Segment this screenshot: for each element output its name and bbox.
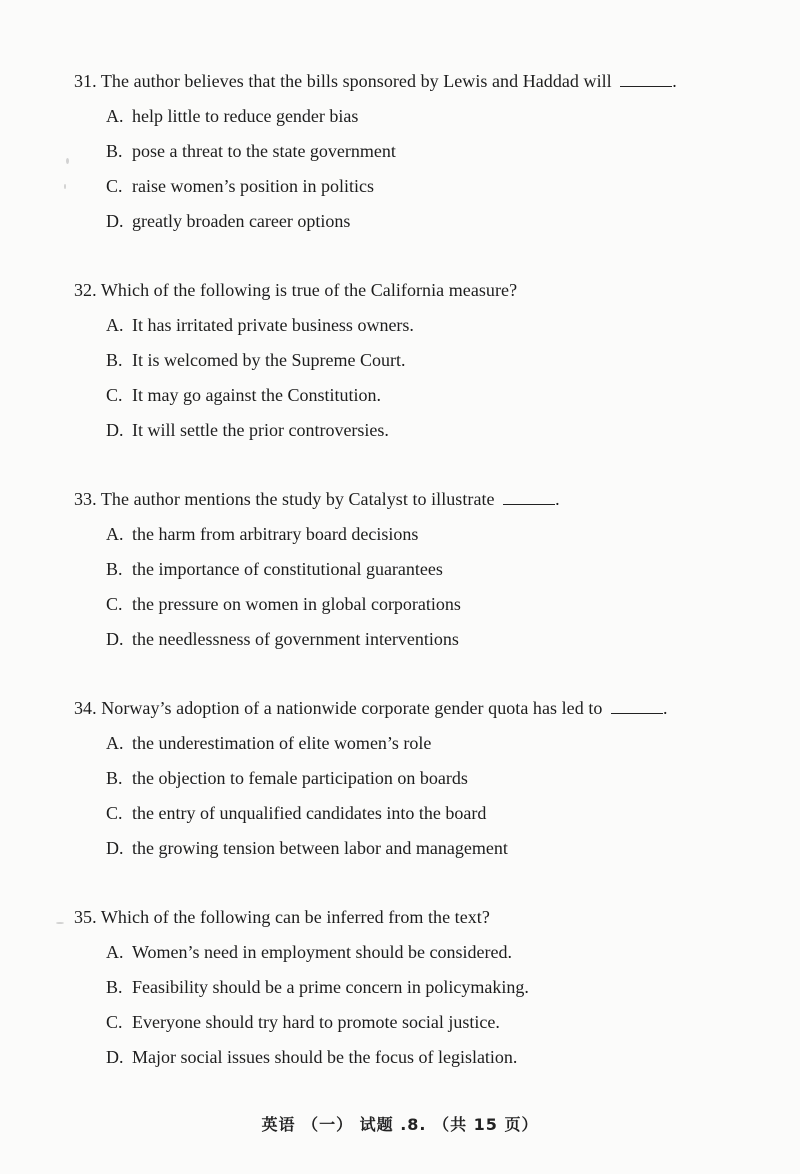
option-letter: B.: [106, 350, 123, 370]
option-b[interactable]: [106, 976, 754, 998]
option-c[interactable]: [106, 175, 754, 197]
option-text: raise women’s position in politics: [132, 176, 374, 196]
option-letter: C.: [106, 176, 123, 196]
option-text: the entry of unqualified candidates into the board: [132, 803, 487, 823]
option-c[interactable]: [106, 593, 754, 615]
stem-end: .: [662, 698, 668, 718]
page-footer: 英语 （一） 试题 .8. （共 15 页）: [261, 1115, 539, 1134]
option-letter: D.: [106, 211, 124, 231]
question-text: The author believes that the bills sponsored by Lewis and Haddad will: [100, 71, 612, 91]
option-text: It may go against the Constitution.: [132, 385, 381, 405]
question-number: 32.: [74, 280, 97, 300]
option-b[interactable]: [106, 767, 754, 789]
question-31: [74, 70, 754, 232]
option-text: the objection to female participation on boards: [132, 768, 468, 788]
question-text: Norway’s adoption of a nationwide corporate gender quota has led to: [101, 698, 603, 718]
option-c[interactable]: [106, 1011, 754, 1033]
option-letter: A.: [106, 524, 124, 544]
option-text: It has irritated private business owners.: [132, 315, 414, 335]
option-text: the pressure on women in global corporations: [132, 594, 461, 614]
answer-blank: [503, 490, 555, 505]
question-35: [74, 906, 754, 1068]
option-c[interactable]: [106, 802, 754, 824]
option-b[interactable]: [106, 558, 754, 580]
option-text: the importance of constitutional guarantees: [132, 559, 443, 579]
option-a[interactable]: [106, 314, 754, 336]
option-text: Major social issues should be the focus of legislation.: [132, 1047, 518, 1067]
option-a[interactable]: [106, 732, 754, 754]
option-letter: D.: [106, 1047, 124, 1067]
option-text: pose a threat to the state government: [132, 141, 396, 161]
option-letter: D.: [106, 838, 124, 858]
answer-blank: [611, 699, 663, 714]
option-text: greatly broaden career options: [132, 211, 351, 231]
question-stem: [74, 70, 754, 92]
option-letter: A.: [106, 733, 124, 753]
question-34: [74, 697, 754, 859]
question-33: [74, 488, 754, 650]
question-stem: [74, 279, 754, 301]
question-text: Which of the following is true of the California measure?: [100, 280, 518, 300]
question-stem: [74, 697, 754, 719]
option-b[interactable]: [106, 140, 754, 162]
question-number: 31.: [74, 71, 97, 91]
option-d[interactable]: [106, 628, 754, 650]
option-text: the underestimation of elite women’s role: [132, 733, 432, 753]
option-text: Women’s need in employment should be considered.: [132, 942, 512, 962]
option-letter: C.: [106, 385, 123, 405]
option-text: Feasibility should be a prime concern in policymaking.: [132, 977, 529, 997]
option-text: the harm from arbitrary board decisions: [132, 524, 419, 544]
question-stem: [74, 906, 754, 928]
answer-blank: [620, 72, 672, 87]
option-a[interactable]: [106, 523, 754, 545]
scan-speck: [66, 158, 69, 164]
option-letter: D.: [106, 420, 124, 440]
option-letter: B.: [106, 559, 123, 579]
scan-speck: [64, 184, 66, 189]
option-text: the needlessness of government interventions: [132, 629, 459, 649]
question-stem: [74, 488, 754, 510]
stem-end: .: [672, 71, 677, 91]
option-text: the growing tension between labor and management: [132, 838, 508, 858]
question-text: The author mentions the study by Catalyst to illustrate: [100, 489, 495, 509]
option-text: It is welcomed by the Supreme Court.: [132, 350, 406, 370]
option-letter: C.: [106, 1012, 123, 1032]
question-32: [74, 279, 754, 441]
option-d[interactable]: [106, 419, 754, 441]
option-letter: C.: [106, 803, 123, 823]
question-number: 33.: [74, 489, 97, 509]
option-d[interactable]: [106, 1046, 754, 1068]
option-letter: A.: [106, 106, 124, 126]
option-letter: A.: [106, 315, 124, 335]
option-text: help little to reduce gender bias: [132, 106, 359, 126]
option-b[interactable]: [106, 349, 754, 371]
question-number: 34.: [74, 698, 97, 718]
option-letter: B.: [106, 141, 123, 161]
option-c[interactable]: [106, 384, 754, 406]
option-letter: B.: [106, 768, 123, 788]
option-text: It will settle the prior controversies.: [132, 420, 389, 440]
option-d[interactable]: [106, 210, 754, 232]
stem-end: .: [555, 489, 560, 509]
option-letter: B.: [106, 977, 123, 997]
option-text: Everyone should try hard to promote social justice.: [132, 1012, 500, 1032]
option-letter: C.: [106, 594, 123, 614]
option-d[interactable]: [106, 837, 754, 859]
option-letter: A.: [106, 942, 124, 962]
option-a[interactable]: [106, 941, 754, 963]
question-text: Which of the following can be inferred from the text?: [100, 907, 490, 927]
option-letter: D.: [106, 629, 124, 649]
scan-speck: [56, 922, 64, 924]
option-a[interactable]: [106, 105, 754, 127]
question-number: 35.: [74, 907, 97, 927]
